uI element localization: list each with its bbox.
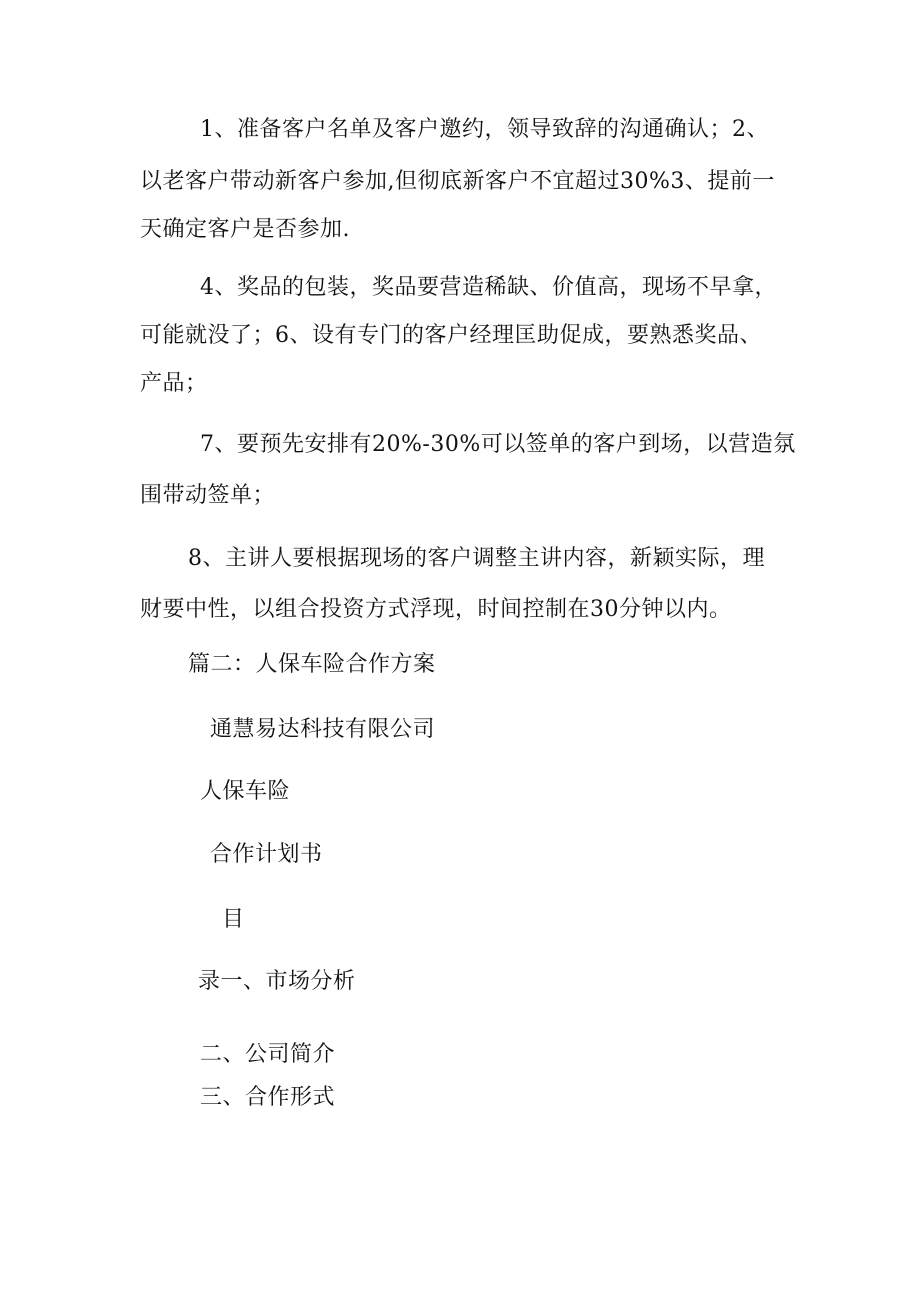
toc-heading: 目 (222, 907, 245, 932)
paragraph-1-line-1: 1、准备客户名单及客户邀约，领导致辞的沟通确认；2、 (200, 117, 769, 142)
paragraph-2-line-3: 产品； (140, 371, 208, 396)
paragraph-1-line-3: 天确定客户是否参加. (140, 217, 350, 242)
paragraph-3-line-1: 7、要预先安排有20%-30%可以签单的客户到场，以营造氛 (200, 432, 796, 457)
paragraph-2-line-2: 可能就没了；6、设有专门的客户经理匡助促成，要熟悉奖品、 (140, 323, 762, 348)
company-name: 通慧易达科技有限公司 (210, 717, 436, 742)
section-heading: 篇二：人保车险合作方案 (188, 652, 436, 677)
paragraph-4-line-1: 8、主讲人要根据现场的客户调整主讲内容，新颖实际，理 (188, 546, 765, 571)
product-name: 人保车险 (200, 779, 291, 804)
paragraph-3-line-2: 围带动签单； (140, 483, 276, 508)
toc-item-2: 二、公司简介 (200, 1042, 336, 1067)
toc-item-3: 三、合作形式 (200, 1085, 336, 1110)
toc-item-1: 录一、市场分析 (198, 969, 356, 994)
paragraph-1-line-2: 以老客户带动新客户参加,但彻底新客户不宜超过30%3、提前一 (140, 169, 775, 194)
paragraph-2-line-1: 4、奖品的包装，奖品要营造稀缺、价值高，现场不早拿， (200, 275, 777, 300)
document-title: 合作计划书 (210, 842, 323, 867)
paragraph-4-line-2: 财要中性，以组合投资方式浮现，时间控制在30分钟以内。 (140, 597, 732, 622)
